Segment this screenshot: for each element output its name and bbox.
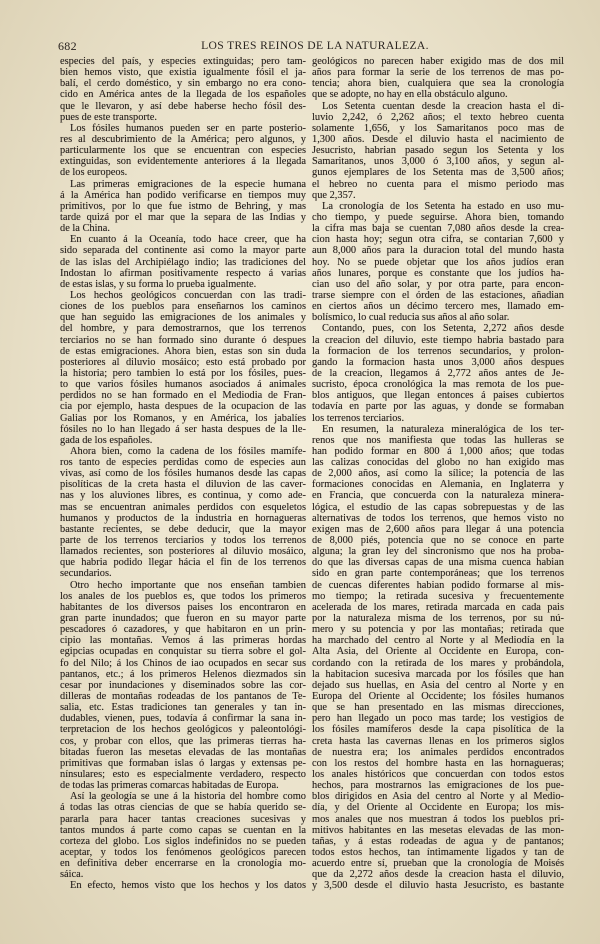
text-line: bastante recientes, se debe deducir, que la mayor xyxy=(60,523,306,535)
paragraph xyxy=(60,880,306,891)
text-line: mero y su potencia y por las montañas; retirada que xyxy=(312,624,564,636)
text-line: Las primeras emigraciones de la especie humana xyxy=(70,178,306,190)
left-column xyxy=(60,56,306,892)
text-line: mos anales que nos muestran á todos los pueblos pri- xyxy=(312,813,564,825)
text-line: bolísmico, lo cual reducia sus años al año solar. xyxy=(312,312,510,324)
paragraph xyxy=(312,101,564,201)
text-line: Otro hecho importante que nos enseñan tambien xyxy=(70,579,306,591)
text-line: de la China. xyxy=(60,223,110,235)
text-line: fo del Nilo; á los Chinos de iao ocupados en secar sus xyxy=(60,657,306,669)
text-line: pero han llegado un poco mas tarde; los vestigios de xyxy=(312,713,564,725)
paragraph xyxy=(312,201,564,324)
text-line: trarse siempre con el órden de las estaciones, añadian xyxy=(312,289,564,301)
text-line: mo tiempo; la retirada sucesiva y frecuentemente xyxy=(312,590,564,602)
text-line: el hebreo no cuenta para el mismo periodo mas xyxy=(312,178,564,190)
text-line: que habria podido llegar hácia el fin de los terrenos xyxy=(60,557,306,569)
paragraph xyxy=(312,424,564,892)
text-line: lógica, el estudio de las capas sobrepuestas y de las xyxy=(312,501,564,513)
text-line: geológicos no parecen haber exigido mas de dos mil xyxy=(312,56,564,67)
text-line: de las islas del Archipiélago indio; las tradiciones del xyxy=(60,256,306,268)
text-line: hechos, para mostrarnos las emigraciones de los pue- xyxy=(312,780,564,792)
text-line: gando la formacion hasta unos 3,000 años despues xyxy=(312,356,564,368)
text-line: llamados recientes, son posteriores al diluvio mosáico, xyxy=(60,546,306,558)
text-line: la formacion de los terrenos secundarios, y prolon- xyxy=(312,345,564,357)
text-line: de la creacion, llegamos á 2,772 años antes de Je- xyxy=(312,367,564,379)
text-line: de los europeos. xyxy=(60,167,128,179)
text-line: la historia; pero tambien lo está por los fósiles, pues- xyxy=(60,367,306,379)
text-line: cia por ejemplo, hasta despues de la ocupacion de las xyxy=(60,401,306,413)
text-line: sucristo, época cronológica la mas remota de los pue- xyxy=(312,379,564,391)
text-line: Los fósiles humanos pueden ser en parte posterio- xyxy=(70,122,306,134)
text-line: fósiles no lo han llegado á ser hasta despues de la lle- xyxy=(60,423,306,435)
text-line: en definitiva deber encerrarse en la cronología mo- xyxy=(60,858,306,870)
text-line: la cifra mas baja se cuentan 7,080 años desde la crea- xyxy=(312,223,564,235)
text-line: En cuanto á la Oceanía, todo hace creer, que ha xyxy=(70,234,306,246)
text-line: primitivos, por lo que fue istmo de Behring, y mas xyxy=(60,200,306,212)
text-line: á la América han podido verificarse en tiempos muy xyxy=(60,189,306,201)
text-line: blos dirigidos en Asia del centro al Norte y al Medio- xyxy=(312,791,564,803)
paragraph xyxy=(60,123,306,179)
text-line: la creacion del diluvio, este tiempo habria bastado para xyxy=(312,334,564,346)
text-line: que da 2,272 años desde la creacion hasta el diluvio, xyxy=(312,869,564,881)
text-line: vivas, así como de los fósiles humanos desde las capas xyxy=(60,468,306,480)
text-line: con los restos del hombre hasta en las hornagueras; xyxy=(312,757,564,769)
text-line: los anales históricos que concuerdan con todos estos xyxy=(312,769,564,780)
right-column xyxy=(312,56,564,892)
text-line: que han seguido las emigraciones de los animales y xyxy=(60,312,306,324)
text-line: la habitacion sucesiva marcada por los fósiles que han xyxy=(312,668,564,680)
text-line: secundarios. xyxy=(60,568,112,580)
paragraph xyxy=(312,323,564,423)
text-line: de estas islas, y su forma lo prueba igualmente. xyxy=(60,278,257,290)
text-line: cion hasta hoy; segun otra cifra, se contarian 7,600 y xyxy=(312,234,564,246)
text-line: pararla para hacer tantas creaciones sucesivas y xyxy=(60,813,306,825)
text-line: sido separada del continente asi como la mayor parte xyxy=(60,245,306,257)
text-line: renos que nos manifiesta que todas las hulleras se xyxy=(312,434,564,446)
text-line: gada de los españoles. xyxy=(60,434,153,446)
text-line: habitantes de los diversos paises los encontraron en xyxy=(60,601,306,613)
text-line: tarde quizá por el mar que la separa de las Indias y xyxy=(60,211,306,223)
text-line: corteza del globo. Los siglos indefinidos no se pueden xyxy=(60,835,306,847)
text-line: por la naturaleza misma de los terrenos, por su nú- xyxy=(312,613,564,625)
text-line: cho tiempo, y puede seguirse. Ahora bien, tomando xyxy=(312,211,564,223)
text-line: pues de este transporte. xyxy=(60,111,157,123)
text-line: nínsulares; esto es especialmente verdadero, respecto xyxy=(60,769,306,780)
text-line: de nuestra era; los animales perdidos encontrados xyxy=(312,746,564,758)
text-line: posteriores al diluvio mosáico; esto está probado por xyxy=(60,356,306,368)
text-line: dudables, vienen, pues, todavía á confirmar la sana in- xyxy=(60,713,306,725)
text-line: á todas las otras ciencias de que se había querido se- xyxy=(60,802,306,814)
text-line: tantos mundos á parte como capas se cuentan en la xyxy=(60,824,306,836)
text-line: En efecto, hemos visto que los hechos y los datos xyxy=(70,880,306,892)
text-line: perdidos no se han formado en el Mediodia de Fran- xyxy=(60,390,306,402)
text-line: alternativas de todos los terrenos, que hemos visto no xyxy=(312,512,564,524)
text-line: ros tanto de especies perdidas como de especies aun xyxy=(60,457,306,469)
text-line: alguna; la gran ley del sincronismo que nos ha proba- xyxy=(312,546,564,558)
text-line: en Francia, que concuerda con la naturaleza minera- xyxy=(312,490,564,502)
text-line: luvio 2,242, ó 2,262 años; el texto hebreo cuenta xyxy=(312,111,564,123)
text-line: todavía en parte por las aguas, y donde se formaban xyxy=(312,401,564,413)
text-line: los anales de los pueblos es, que todos los primeros xyxy=(60,590,306,602)
text-line: en ciertos años un décimo tercero mes, llamado em- xyxy=(312,301,564,313)
text-line: Alta Asia, del Oriente al Occidente en Europa, con- xyxy=(312,646,564,658)
text-line: de 2,000 años, así como la sílice; la potencia de las xyxy=(312,468,564,480)
text-line: aceptar, y todos los fenómenos geológicos parecen xyxy=(60,846,306,858)
text-line: tencia; ahora bien, cualquiera que sea la cronología xyxy=(312,78,564,90)
text-line: En resumen, la naturaleza mineralógica de los ter- xyxy=(322,423,564,435)
paragraph xyxy=(60,179,306,235)
text-line: to que varios fósiles humanos asociados á animales xyxy=(60,379,306,391)
text-line: las calizas conocidas del globo no han exigido mas xyxy=(312,457,564,469)
text-line: primitivas que formaban islas ó largas y extensas pe- xyxy=(60,757,306,769)
text-line: los fósiles mamíferos desde la capa pisolítica de la xyxy=(312,724,564,736)
text-line: mitivos habitantes en las mesetas elevadas de las mon- xyxy=(312,824,564,836)
text-line: pisolíticas de la creta hasta el diluvion de las caver- xyxy=(60,479,306,491)
text-line: ha marchado del centro al Norte y al Mediodía en la xyxy=(312,635,564,647)
text-line: Galias por los Romanos, y en América, los jabalíes xyxy=(60,412,306,424)
paragraph xyxy=(60,56,306,123)
text-line: do que las diversas capas de una misma cuenca habian xyxy=(312,557,564,569)
text-line: cipio las montañas. Vemos á las primeras hordas xyxy=(60,635,306,647)
text-line: bien hemos visto, que existia igualmente fósil el ja- xyxy=(60,67,306,79)
text-line: terpretacion de los hechos geológicos y paleontológi- xyxy=(60,724,306,736)
text-line: acelerada de los mares, retirada marcada en cada pais xyxy=(312,601,564,613)
text-line: de todas las primeras comarcas habitadas de Europa. xyxy=(60,780,279,792)
text-line: aun 8,000 años para la duracion total del mundo hasta xyxy=(312,245,564,257)
text-line: han podido formar en 800 á 1,000 años; que todas xyxy=(312,445,564,457)
text-line: que le llevaron, y así debe haberse hecho fósil des- xyxy=(60,100,306,112)
text-line: Así la geología se une á la historia del hombre como xyxy=(70,791,306,803)
text-line: de cuencas diferentes habian podido formarse al mis- xyxy=(312,579,564,591)
text-line: bitadas fueron las mesetas elevadas de las montañas xyxy=(60,746,306,758)
paragraph xyxy=(60,290,306,446)
paragraph xyxy=(312,56,564,101)
text-line: solamente 1,656, y los Samaritanos poco mas de xyxy=(312,122,564,134)
text-line: cordando con la retirada de los mares y probándola, xyxy=(312,657,564,669)
text-line: tañas, y á estas rodeadas de agua y de pantanos; xyxy=(312,835,564,847)
text-line: res al descubrimiento de la América; pero algunos, y xyxy=(60,133,306,145)
text-line: pantanos, etc.; á los primeros Helenos diezmados sin xyxy=(60,668,306,680)
text-line: nas y los aluviones libres, es continua, y como ade- xyxy=(60,490,306,502)
paragraph xyxy=(60,580,306,792)
text-line: extinguidas, son evidentemente anteriores á la llegada xyxy=(60,156,306,168)
text-line: Jesucristo, habrian pasado segun los Setenta y los xyxy=(312,145,564,157)
paragraph xyxy=(60,446,306,580)
text-line: salia, etc. Estas tradiciones tan generales y tan in- xyxy=(60,702,306,714)
text-line: los terrenos terciarios. xyxy=(312,412,405,424)
text-line: que se adopte, no hay en ella obstáculo alguno. xyxy=(312,89,508,101)
text-line: formaciones conocidas en Alemania, en Inglaterra y xyxy=(312,479,564,491)
page-number: 682 xyxy=(58,39,77,53)
text-line: hoy. No se puede objetar que los años judíos eran xyxy=(312,256,564,268)
text-line: Samaritanos, unos 3,000 ó 3,100 años, y segun al- xyxy=(312,156,564,168)
text-line: humanos y productos de la industria en hornagueras xyxy=(60,512,306,524)
text-line: cian uso del año solar, y por otra parte, para encon- xyxy=(312,278,564,290)
text-line: que 2,357. xyxy=(312,189,356,201)
text-line: especies del país, y especies extinguidas; pero tam- xyxy=(60,56,306,67)
text-line: mas se encuentran animales perdidos con esqueletos xyxy=(60,501,306,513)
text-line: balí, el cerdo doméstico, y sin embargo no era cono- xyxy=(60,78,306,90)
text-line: Los hechos geológicos concuerdan con las tradi- xyxy=(70,289,306,301)
text-line: dejado sus huellas, en Asia del centro al Norte y en xyxy=(312,679,564,691)
text-line: que se han presentado en las mismas direcciones, xyxy=(312,702,564,714)
text-line: exigen mas de 2,600 años para llegar á una potencia xyxy=(312,523,564,535)
text-line: gran parte inundados; que fueron en su mayor parte xyxy=(60,613,306,625)
text-line: años para formar la serie de los terrenos de mas po- xyxy=(312,67,564,79)
text-line: sido en gran parte contemporáneas; que los terrenos xyxy=(312,568,564,580)
text-line: Los Setenta cuentan desde la creacion hasta el di- xyxy=(322,100,564,112)
running-title: LOS TRES REINOS DE LA NATURALEZA. xyxy=(201,39,429,52)
text-line: cos, y probar con ellos, que las primeras tierras ha- xyxy=(60,735,306,747)
text-line: Ahora bien, como la cadena de los fósiles mamífe- xyxy=(70,445,306,457)
text-line: terciarios no se han formado sino durante ó despues xyxy=(60,334,306,346)
text-line: creta hasta las cavernas llenas en los primeros siglos xyxy=(312,735,564,747)
text-line: pescadores ó cazadores, y que habitaron en un prin- xyxy=(60,624,306,636)
text-line: de estas emigraciones. Ahora bien, estas son sin duda xyxy=(60,345,306,357)
text-line: cido en América antes de la llegada de los españoles xyxy=(60,89,306,101)
text-line: de 8,000 piés, potencia que no se conoce en parte xyxy=(312,535,564,547)
text-line: años lunares, porque es constante que los judíos ha- xyxy=(312,267,564,279)
text-line: cesar por inundaciones y diseminados sobre las cor- xyxy=(60,679,306,691)
text-line: parte de los terrenos terciarios y todos los terrenos xyxy=(60,535,306,547)
text-line: Contando, pues, con los Setenta, 2,272 años desde xyxy=(322,323,564,335)
text-line: acuerdo entre sí, prueban que la cronología de Moisés xyxy=(312,858,564,870)
text-line: todos estos hechos, tan íntimamente ligados y tan de xyxy=(312,846,564,858)
text-line: blos antiguos, que llegan entonces á paises cubiertos xyxy=(312,390,564,402)
text-line: dilleras de montañas rodeadas de los pantanos de Te- xyxy=(60,691,306,703)
text-line: del hombre, y para demostrarnos, que los terrenos xyxy=(60,323,306,335)
text-line: 1,300 años. Desde el diluvio hasta el nacimiento de xyxy=(312,133,564,145)
text-line: egipcias ocupadas en conquistar su tierra sobre el gol- xyxy=(60,646,306,658)
paragraph xyxy=(60,234,306,290)
text-line: Europa del Oriente al Occidente; los fósiles humanos xyxy=(312,691,564,703)
text-line: ciones de los pueblos para enseñarnos los caminos xyxy=(60,301,306,313)
paragraph xyxy=(60,791,306,880)
text-line: gunos ejemplares de los Setenta mas de 3,500 años; xyxy=(312,167,564,179)
text-line: sáica. xyxy=(60,869,84,881)
text-line: Indostan lo afirman positivamente respecto á varias xyxy=(60,267,306,279)
text-line: día, y del Oriente al Occidente en Europa; los mis- xyxy=(312,802,564,814)
text-line: particularmente los que se encuentran con especies xyxy=(60,145,306,157)
text-line: y 3,500 desde el diluvio hasta Jesucristo, es bastante xyxy=(312,880,564,892)
text-line: La cronología de los Setenta ha estado en uso mu- xyxy=(322,200,564,212)
